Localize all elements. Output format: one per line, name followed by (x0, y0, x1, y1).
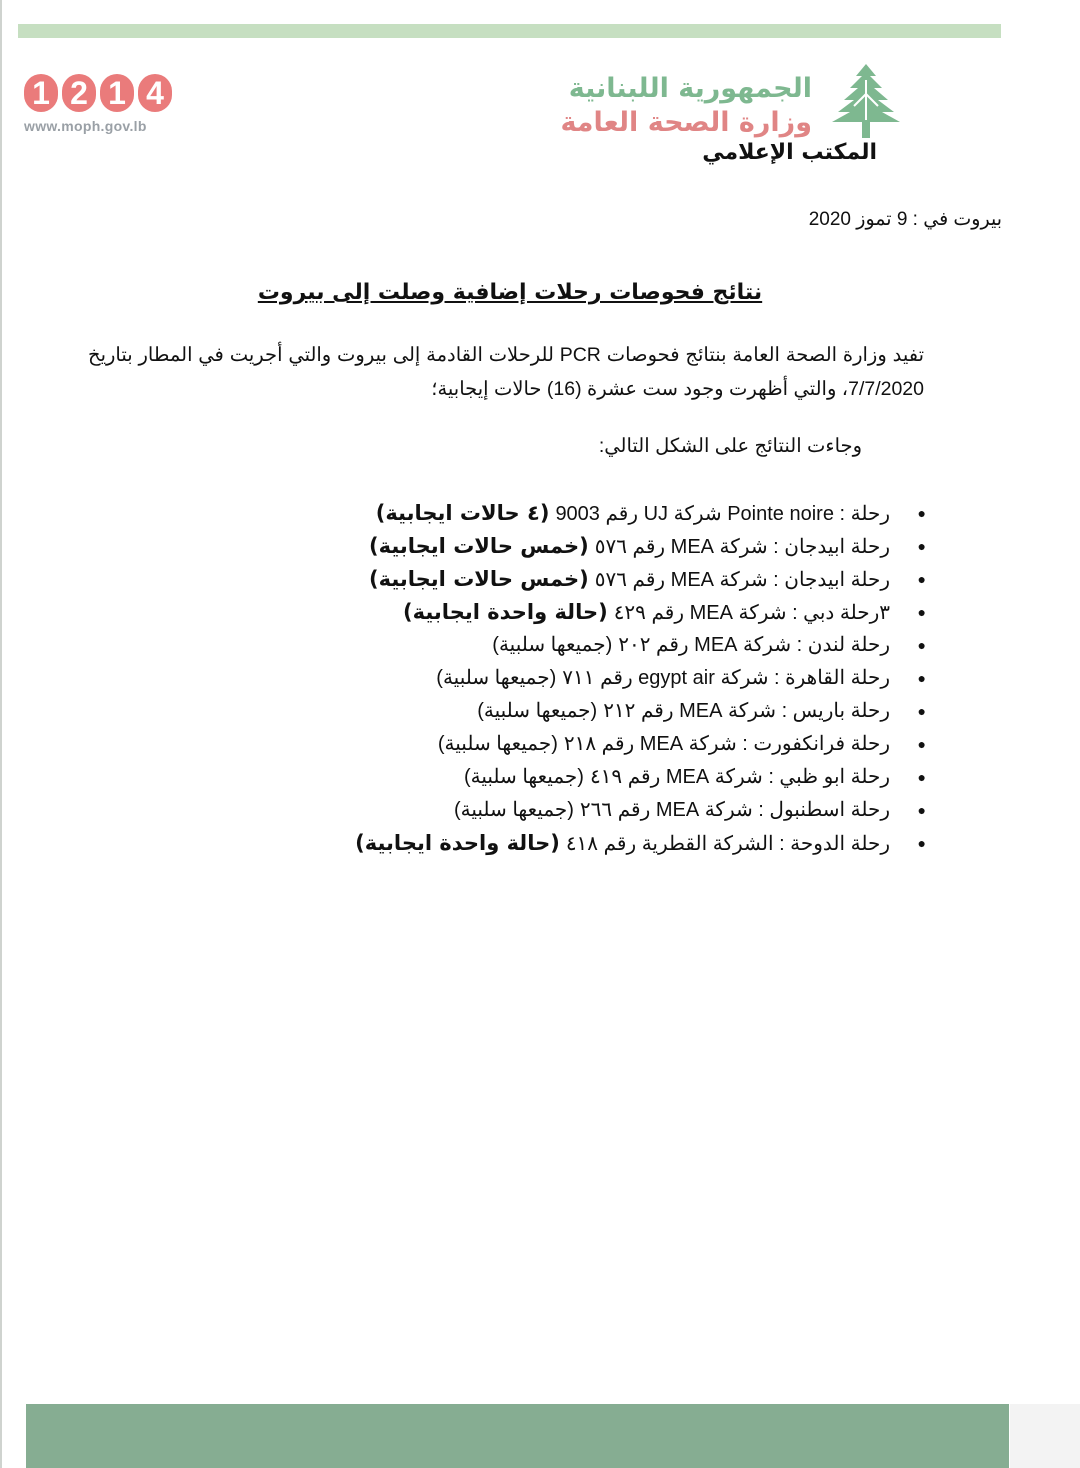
flight-result: (خمس حالات ايجابية) (368, 534, 589, 558)
flight-result: (جميعها سلبية) (437, 733, 558, 755)
flight-item (355, 827, 926, 860)
bullet-icon: ● (917, 802, 926, 818)
ministry-logo-text (560, 72, 812, 140)
cedar-tree-icon (824, 60, 908, 140)
footer-shadow (1010, 1404, 1080, 1468)
flight-result: (جميعها سلبية) (436, 667, 557, 689)
flight-description: رحلة ابو ظبي : شركة MEA رقم ٤١٩ (589, 766, 890, 788)
flight-description: رحلة ابيدجان : شركة MEA رقم ٥٧٦ (594, 569, 890, 591)
bullet-icon: ● (917, 769, 926, 785)
flight-description: رحلة باريس : شركة MEA رقم ٢١٢ (603, 700, 890, 722)
hotline-digit: 4 (138, 74, 172, 112)
bullet-icon: ● (917, 604, 926, 620)
bullet-icon: ● (917, 703, 926, 719)
flight-item (355, 629, 926, 662)
flight-item (355, 794, 926, 827)
bullet-icon: ● (917, 670, 926, 686)
flight-result: (حالة واحدة ايجابية) (403, 600, 608, 624)
flight-item (355, 695, 926, 728)
bullet-icon: ● (917, 571, 926, 587)
flight-description: رحلة لندن : شركة MEA رقم ٢٠٢ (618, 634, 890, 656)
header-band (18, 24, 1001, 38)
flight-item (355, 596, 926, 629)
bullet-icon: ● (917, 505, 926, 521)
flight-item (355, 728, 926, 761)
flight-description: رحلة ابيدجان : شركة MEA رقم ٥٧٦ (594, 536, 890, 558)
republic-name: الجمهورية اللبنانية (568, 73, 812, 104)
media-office-label: المكتب الإعلامي (702, 140, 877, 165)
page-edge (0, 0, 2, 1468)
flight-description: رحلة : Pointe noire شركة UJ رقم 9003 (555, 503, 890, 525)
flight-result: (جميعها سلبية) (463, 766, 584, 788)
results-intro: وجاءت النتائج على الشكل التالي: (598, 435, 862, 457)
flight-result: (خمس حالات ايجابية) (368, 567, 589, 591)
ministry-name: وزارة الصحة العامة (560, 107, 812, 138)
bullet-icon: ● (917, 538, 926, 554)
flight-result: (جميعها سلبية) (477, 700, 598, 722)
flight-description: رحلة اسطنبول : شركة MEA رقم ٢٦٦ (579, 799, 890, 821)
flight-description: رحلة القاهرة : شركة egypt air رقم ٧١١ (562, 667, 890, 689)
document-title (0, 280, 1080, 305)
hotline-digit: 2 (62, 74, 96, 112)
document-title-text: نتائج فحوصات رحلات إضافية وصلت إلى بيروت (257, 280, 763, 305)
bullet-icon: ● (917, 835, 926, 851)
flight-description: رحلة الدوحة : الشركة القطرية رقم ٤١٨ (565, 833, 890, 855)
bullet-icon: ● (917, 736, 926, 752)
hotline-digit: 1 (100, 74, 134, 112)
flight-item (355, 563, 926, 596)
website-url: www.moph.gov.lb (24, 118, 147, 134)
bullet-icon: ● (917, 637, 926, 653)
flight-item (355, 497, 926, 530)
flight-item (355, 761, 926, 794)
hotline-digit: 1 (24, 74, 58, 112)
flight-description: رحلة فرانكفورت : شركة MEA رقم ٢١٨ (563, 733, 890, 755)
flight-item (355, 530, 926, 563)
flight-result: (حالة واحدة ايجابية) (355, 831, 560, 855)
body-paragraph: تفيد وزارة الصحة العامة بنتائج فحوصات PCR للرحلات القادمة إلى بيروت والتي أجريت في المطار بتاريخ 7/7/2020، والتي أظهرت وجود ست عشرة (16) حالات إيجابية؛ (88, 344, 924, 400)
date-line: بيروت في : 9 تموز 2020 (808, 209, 1002, 230)
hotline-logo (24, 74, 184, 138)
flight-results-list (355, 497, 926, 860)
flight-item (355, 662, 926, 695)
flight-result: (٤ حالات ايجابية) (375, 501, 550, 525)
flight-result: (جميعها سلبية) (492, 634, 613, 656)
flight-description: ٣رحلة دبي : شركة MEA رقم ٤٢٩ (613, 602, 890, 624)
footer-band (26, 1404, 1009, 1468)
flight-result: (جميعها سلبية) (453, 799, 574, 821)
